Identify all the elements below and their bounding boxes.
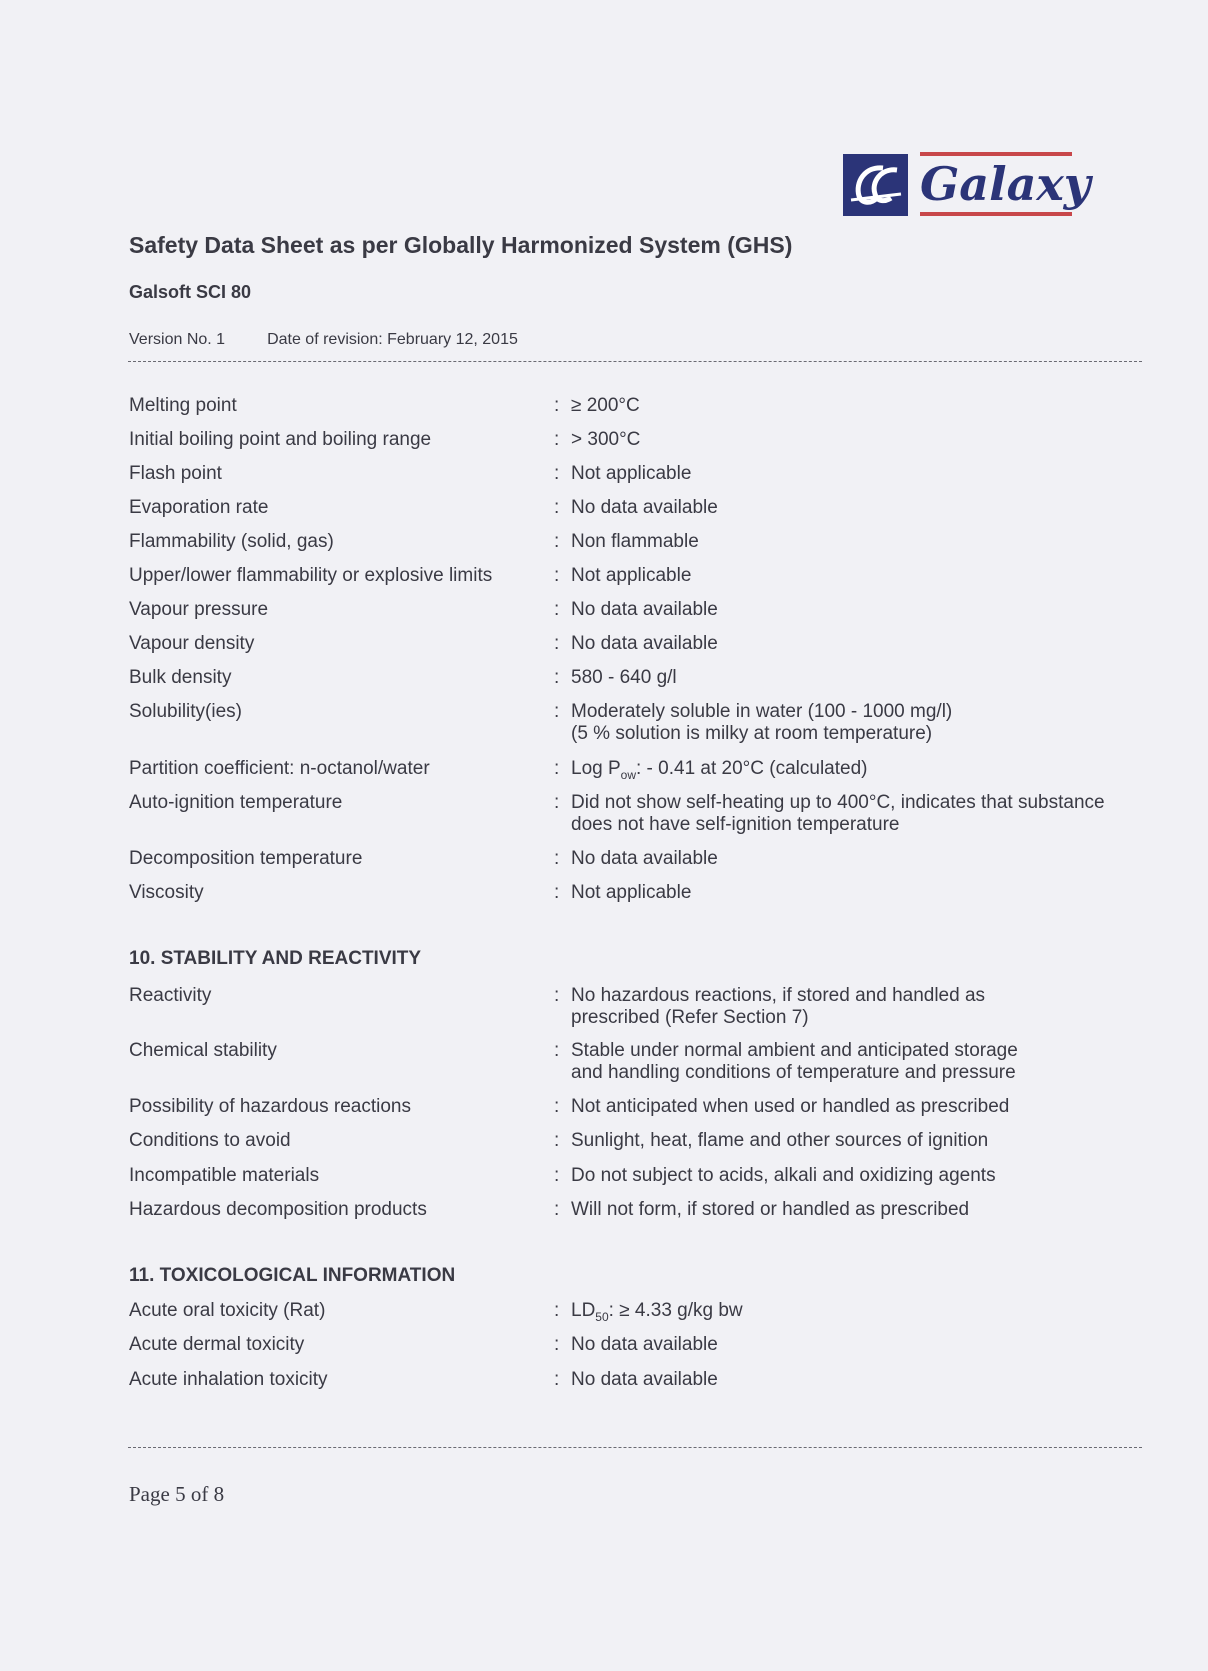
separator: : [554,395,560,416]
separator: : [554,882,560,903]
property-value: No data available [571,1334,718,1355]
separator: : [554,985,560,1006]
separator: : [554,792,560,813]
footer-divider [128,1447,1142,1448]
property-value: > 300°C [571,429,641,450]
value-line: Stable under normal ambient and anticipated storage [571,1040,1018,1061]
version-number: Version No. 1 [129,331,226,348]
property-label: Upper/lower flammability or explosive limits [129,565,493,586]
separator: : [554,463,560,484]
property-label: Auto-ignition temperature [129,792,343,813]
property-label: Vapour pressure [129,599,269,620]
property-value: Not applicable [571,463,692,484]
section-heading: 11. TOXICOLOGICAL INFORMATION [129,1265,456,1286]
separator: : [554,1369,560,1390]
property-value: Not anticipated when used or handled as prescribed [571,1096,1010,1117]
property-label: Viscosity [129,882,204,903]
separator: : [554,758,560,779]
value-line: does not have self-ignition temperature [571,814,900,835]
property-value: No data available [571,1369,718,1390]
galaxy-logo-icon [843,154,908,216]
property-label: Melting point [129,395,237,416]
property-value: No data available [571,497,718,518]
version-row [129,331,518,349]
separator: : [554,667,560,688]
separator: : [554,1199,560,1220]
section-heading: 10. STABILITY AND REACTIVITY [129,948,422,969]
logo-rule-bottom [920,212,1072,216]
value-text: : - 0.41 at 20°C (calculated) [636,758,868,779]
separator: : [554,1040,560,1061]
property-label: Decomposition temperature [129,848,363,869]
property-label: Conditions to avoid [129,1130,291,1151]
property-value [571,792,1151,836]
separator: : [554,1130,560,1151]
property-value [571,701,1151,745]
property-label: Incompatible materials [129,1165,320,1186]
separator: : [554,1300,560,1321]
value-line: No hazardous reactions, if stored and handled as [571,985,986,1006]
value-line: (5 % solution is milky at room temperature) [571,723,933,744]
page-number: Page 5 of 8 [129,1482,225,1506]
property-value [571,758,1151,786]
property-label: Vapour density [129,633,255,654]
property-label: Partition coefficient: n-octanol/water [129,758,430,779]
property-label: Evaporation rate [129,497,269,518]
property-label: Flammability (solid, gas) [129,531,334,552]
property-value: Will not form, if stored or handled as prescribed [571,1199,970,1220]
property-value: No data available [571,599,718,620]
property-value [571,1300,1151,1328]
property-label: Possibility of hazardous reactions [129,1096,411,1117]
property-value: Not applicable [571,565,692,586]
property-label: Acute oral toxicity (Rat) [129,1300,326,1321]
value-subscript: ow [620,767,636,782]
property-label: Chemical stability [129,1040,277,1061]
value-text: LD [571,1300,596,1321]
property-value: Non flammable [571,531,699,552]
separator: : [554,497,560,518]
property-label: Acute dermal toxicity [129,1334,305,1355]
separator: : [554,599,560,620]
property-label: Solubility(ies) [129,701,242,722]
property-value: 580 - 640 g/l [571,667,677,688]
revision-date: Date of revision: February 12, 2015 [267,331,518,348]
property-label: Flash point [129,463,222,484]
property-label: Acute inhalation toxicity [129,1369,328,1390]
separator: : [554,848,560,869]
property-value: Not applicable [571,882,692,903]
property-value: No data available [571,848,718,869]
product-name: Galsoft SCI 80 [129,282,252,302]
separator: : [554,633,560,654]
value-text: Log P [571,758,621,779]
header-divider [128,361,1142,362]
value-line: and handling conditions of temperature and pressure [571,1062,1016,1083]
property-value: ≥ 200°C [571,395,640,416]
property-value: No data available [571,633,718,654]
property-value [571,1040,1151,1084]
property-label: Reactivity [129,985,212,1006]
value-text: : ≥ 4.33 g/kg bw [608,1300,743,1321]
logo-wordmark: Galaxy [920,157,1091,211]
property-label: Bulk density [129,667,232,688]
separator: : [554,701,560,722]
property-value: Do not subject to acids, alkali and oxidizing agents [571,1165,996,1186]
document-title: Safety Data Sheet as per Globally Harmonized System (GHS) [129,232,793,258]
property-label: Hazardous decomposition products [129,1199,427,1220]
separator: : [554,1334,560,1355]
separator: : [554,1165,560,1186]
separator: : [554,1096,560,1117]
value-subscript: 50 [595,1309,609,1324]
separator: : [554,565,560,586]
separator: : [554,429,560,450]
property-value [571,985,1151,1029]
value-line: Did not show self-heating up to 400°C, indicates that substance [571,792,1105,813]
value-line: prescribed (Refer Section 7) [571,1007,809,1028]
property-label: Initial boiling point and boiling range [129,429,432,450]
value-line: Moderately soluble in water (100 - 1000 mg/l) [571,701,953,722]
separator: : [554,531,560,552]
company-logo [840,150,1091,230]
property-value: Sunlight, heat, flame and other sources of ignition [571,1130,989,1151]
